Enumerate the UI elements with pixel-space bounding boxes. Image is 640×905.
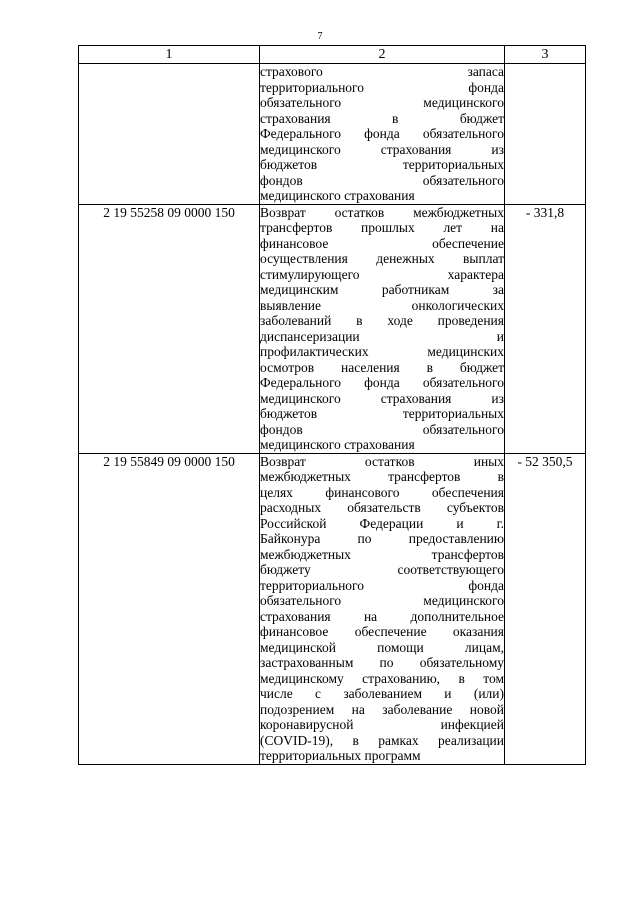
description-line: межбюджетных трансфертов в xyxy=(260,469,504,484)
column-header-1: 1 xyxy=(79,46,260,64)
description-line: медицинского страхования из xyxy=(260,141,504,157)
amount xyxy=(505,64,586,205)
description xyxy=(260,204,505,453)
table-row xyxy=(79,453,586,764)
description-line: бюджетов территориальных xyxy=(260,157,504,172)
description-line: стимулирующего характера xyxy=(260,266,504,282)
description-line: страхового запаса xyxy=(260,64,504,79)
description-line: трансфертов прошлых лет на xyxy=(260,220,504,235)
description-line: осмотров населения в бюджет xyxy=(260,359,504,375)
description-line: медицинского страхования xyxy=(260,437,415,452)
description-line: коронавирусной инфекцией xyxy=(260,717,504,732)
description-line: медицинской помощи лицам, xyxy=(260,639,504,655)
description-line: Байконура по предоставлению xyxy=(260,531,504,546)
amount: - 331,8 xyxy=(505,204,586,453)
description-line: межбюджетных трансфертов xyxy=(260,546,504,562)
header-row xyxy=(79,46,586,64)
description-line: обязательного медицинского xyxy=(260,593,504,608)
description-line: финансовое обеспечение xyxy=(260,235,504,251)
description-line: территориальных программ xyxy=(260,748,421,763)
description-line: Российской Федерации и г. xyxy=(260,515,504,531)
description-line: расходных обязательств субъектов xyxy=(260,500,504,515)
column-header-3: 3 xyxy=(505,46,586,64)
description-line: диспансеризации и xyxy=(260,328,504,344)
description-line: выявление онкологических xyxy=(260,297,504,313)
description-line: Федерального фонда обязательного xyxy=(260,375,504,390)
description-line: целях финансового обеспечения xyxy=(260,484,504,500)
description-line: страхования в бюджет xyxy=(260,110,504,126)
table-body xyxy=(79,64,586,765)
budget-code xyxy=(79,64,260,205)
table-row xyxy=(79,204,586,453)
description-line: осуществления денежных выплат xyxy=(260,251,504,266)
description-line: числе с заболеванием и (или) xyxy=(260,686,504,701)
budget-table xyxy=(78,45,586,765)
description-line: Возврат остатков иных xyxy=(260,453,504,469)
description-line: Возврат остатков межбюджетных xyxy=(260,204,504,220)
description-line: бюджетов территориальных xyxy=(260,406,504,421)
description-line: бюджету соответствующего xyxy=(260,562,504,577)
description-line: подозрением на заболевание новой xyxy=(260,701,504,717)
description xyxy=(260,64,505,205)
budget-code: 2 19 55258 09 0000 150 xyxy=(79,204,260,453)
amount: - 52 350,5 xyxy=(505,453,586,764)
description-line: застрахованным по обязательному xyxy=(260,655,504,670)
description-line: финансовое обеспечение оказания xyxy=(260,624,504,639)
description-line: территориального фонда xyxy=(260,79,504,95)
description-line: медицинского страхования из xyxy=(260,390,504,406)
budget-code: 2 19 55849 09 0000 150 xyxy=(79,453,260,764)
description-line: страхования на дополнительное xyxy=(260,608,504,624)
column-header-2: 2 xyxy=(260,46,505,64)
description-line: заболеваний в ходе проведения xyxy=(260,313,504,328)
description-line: медицинским работникам за xyxy=(260,282,504,297)
description-line: территориального фонда xyxy=(260,577,504,593)
page-number: 7 xyxy=(317,31,323,42)
description-line: медицинскому страхованию, в том xyxy=(260,670,504,686)
description-line: обязательного медицинского xyxy=(260,95,504,110)
description-line: профилактических медицинских xyxy=(260,344,504,359)
description-line: фондов обязательного xyxy=(260,421,504,437)
description-line: Федерального фонда обязательного xyxy=(260,126,504,141)
description-line: фондов обязательного xyxy=(260,172,504,188)
table-row xyxy=(79,64,586,205)
description-line: (COVID-19), в рамках реализации xyxy=(260,732,504,748)
description xyxy=(260,453,505,764)
description-line: медицинского страхования xyxy=(260,188,415,203)
